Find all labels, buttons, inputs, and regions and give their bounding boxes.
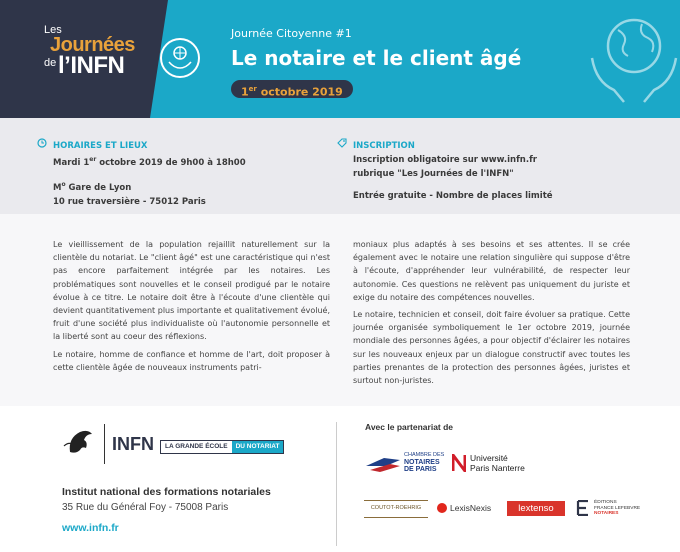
handshake-globe-icon — [160, 38, 200, 78]
event-date-badge — [231, 80, 353, 98]
horaires-venue-sup: o — [61, 180, 66, 188]
horaires-venue — [53, 178, 246, 195]
lexisnexis-emblem-icon — [436, 502, 448, 514]
institut-address: 35 Rue du Général Foy - 75008 Paris — [62, 502, 229, 513]
editions-line-1: ÉDITIONS — [594, 500, 617, 505]
header-banner — [0, 0, 680, 118]
du-notariat-text: DU NOTARIAT — [232, 441, 284, 453]
inscription-line-2: rubrique "Les Journées de l'INFN" — [353, 169, 514, 179]
horaires-date-a: Mardi 1 — [53, 157, 90, 168]
body-paragraph: Le notaire, homme de confiance et homme de l'art, doit proposer à cette clientèle âgée de nouveaux instruments patri- — [53, 349, 330, 372]
chambre-notaires-logo — [404, 452, 444, 473]
inscription-heading-text: INSCRIPTION — [353, 141, 415, 151]
lextenso-logo: lextenso — [507, 501, 565, 516]
horaires-heading — [37, 138, 246, 153]
marianne-emblem-icon — [62, 426, 96, 458]
inscription-line-3: Entrée gratuite - Nombre de places limité — [353, 191, 553, 201]
horaires-section — [53, 138, 246, 209]
nanterre-line-1: Université — [470, 453, 508, 463]
body-right-column — [353, 238, 630, 391]
chambre-line-2: NOTAIRES — [404, 459, 440, 466]
website-link[interactable]: www.infn.fr — [62, 522, 119, 534]
editions-lefebvre-logo — [594, 500, 640, 517]
editions-lefebvre-emblem-icon — [576, 500, 590, 516]
info-band — [0, 118, 680, 214]
body-text-area — [0, 214, 680, 406]
horaires-date — [53, 153, 246, 170]
partners-label: Avec le partenariat de — [365, 422, 454, 432]
date-sup: er — [248, 85, 257, 93]
infn-logo: INFN — [112, 434, 154, 454]
chambre-line-1: CHAMBRE DES — [404, 452, 445, 458]
inscription-heading — [337, 138, 553, 153]
body-paragraph: Le vieillissement de la population rejaillit naturellement sur la clientèle du notariat. Le "client âgé" est une caractéristique qui n'est pas encore parfaitement intégrée par les notaires. Les problématiques sont nouvelles et le conseil prodigué par le notaire évolue à ce titre. Le notaire doit être à l'écoute d'une clientèle qui devient quantitativement plus importante et qualitativement évolué, fruit d'une société plus individualiste où l'autonomie personnelle et la liberté sont au coeur des réflexions. — [53, 240, 330, 342]
horaires-address: 10 rue traversière - 75012 Paris — [53, 196, 206, 207]
inscription-section — [353, 138, 553, 203]
body-left-column — [53, 238, 330, 378]
footer-divider — [336, 422, 337, 546]
nanterre-line-2: Paris Nanterre — [470, 463, 525, 473]
body-paragraph: Le notaire, technicien et conseil, doit faire évoluer sa pratique. Cette journée organisée symboliquement le 1er octobre 2019, journée mondiale des personnes âgées, a pour objectif d'éclairer les notaires sur les nouveaux enjeux par un dialogue constructif avec toutes les parties prenantes de la protection des personnes âgées, juristes et surtout non-juristes. — [353, 310, 630, 386]
nanterre-logo — [470, 453, 525, 473]
logo-les: Les — [44, 24, 62, 36]
logo-journees: Journées — [50, 34, 135, 56]
grande-ecole-badge — [160, 440, 284, 454]
event-title: Le notaire et le client âgé — [231, 46, 522, 70]
editions-line-2: FRANCE LEFEBVRE — [594, 505, 641, 511]
grande-ecole-text: LA GRANDE ÉCOLE — [165, 443, 228, 450]
chambre-notaires-emblem-icon — [366, 456, 400, 472]
hands-globe-icon — [588, 10, 680, 110]
date-rest: octobre 2019 — [256, 85, 343, 99]
coutot-roehrig-logo: COUTOT-ROEHRIG — [364, 500, 428, 518]
logo-infn: l’INFN — [58, 52, 125, 79]
horaires-date-sup: er — [89, 156, 97, 163]
clock-icon — [37, 138, 47, 153]
horaires-date-b: octobre 2019 de 9h00 à 18h00 — [96, 157, 246, 168]
editions-line-3: NOTAIRES — [594, 511, 619, 516]
nanterre-emblem-icon — [452, 454, 466, 472]
chambre-line-3: DE PARIS — [404, 466, 437, 473]
horaires-heading-text: HORAIRES ET LIEUX — [53, 141, 148, 151]
lexisnexis-logo: LexisNexis — [450, 503, 492, 513]
ticket-icon — [337, 138, 347, 153]
footer — [0, 406, 680, 552]
logo-divider — [104, 424, 105, 464]
horaires-venue-a: M — [53, 182, 62, 193]
institut-name: Institut national des formations notariales — [62, 486, 271, 498]
date-day: 1 — [241, 85, 249, 99]
horaires-venue-b: Gare de Lyon — [65, 182, 132, 193]
event-subtitle: Journée Citoyenne #1 — [231, 27, 352, 40]
journees-infn-logo — [0, 0, 168, 118]
body-paragraph: moniaux plus adaptés à ses besoins et ses attentes. Il se crée également avec le notaire une relation singulière qui suppose d'être à l'écoute, d'appréhender leur vulnérabilité, de respecter leur autonomie. Ces questions ne relèvent pas uniquement du juriste et exige du notaire des compétences nouvelles. — [353, 240, 630, 302]
inscription-line-1: Inscription obligatoire sur www.infn.fr — [353, 155, 537, 165]
logo-de: de — [44, 57, 57, 69]
